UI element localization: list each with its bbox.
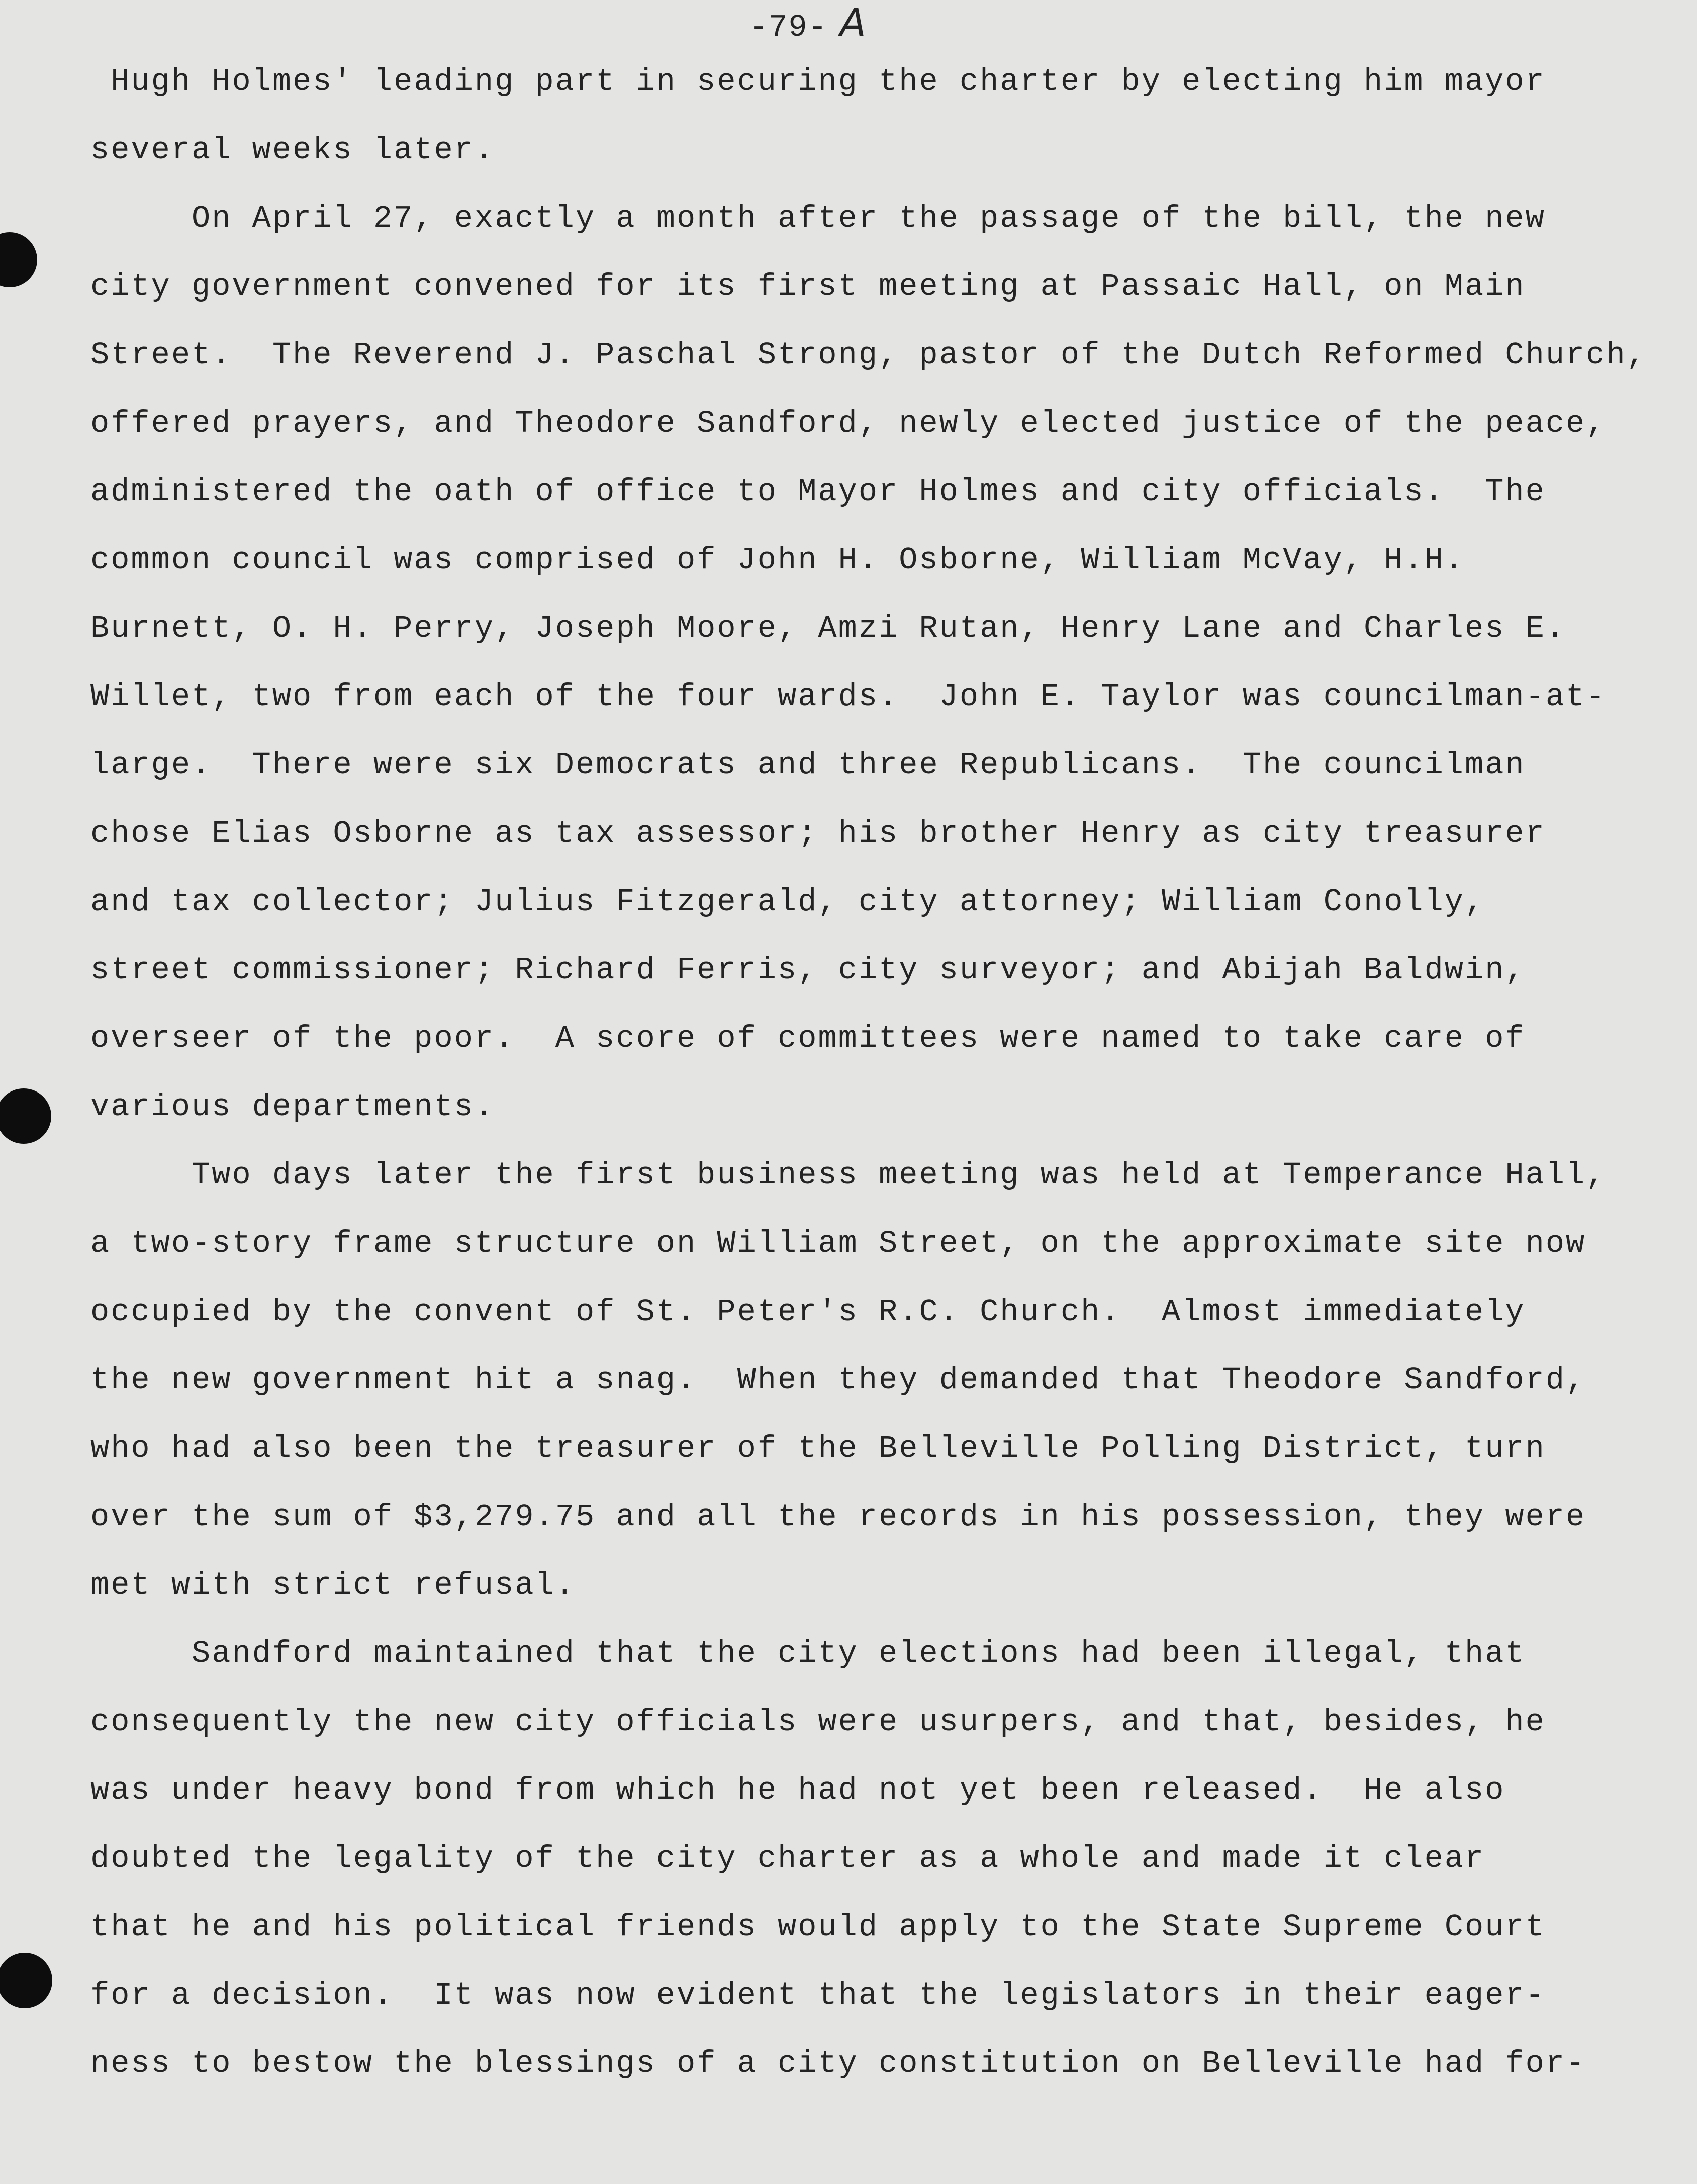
text-line: administered the oath of office to Mayor Holmes and city officials. The: [90, 474, 1546, 510]
text-line: and tax collector; Julius Fitzgerald, city attorney; William Conolly,: [90, 884, 1485, 920]
text-line: ness to bestow the blessings of a city constitution on Belleville had for-: [90, 2046, 1586, 2081]
text-line: On April 27, exactly a month after the passage of the bill, the new: [90, 201, 1546, 236]
punch-hole-bottom: [0, 1953, 52, 2008]
text-line: large. There were six Democrats and three Republicans. The councilman: [90, 747, 1526, 783]
page-number: [749, 0, 867, 45]
text-line: Sandford maintained that the city elections had been illegal, that: [90, 1636, 1526, 1671]
text-line: chose Elias Osborne as tax assessor; his brother Henry as city treasurer: [90, 816, 1546, 851]
text-line: offered prayers, and Theodore Sandford, newly elected justice of the peace,: [90, 406, 1607, 441]
text-line: the new government hit a snag. When they demanded that Theodore Sandford,: [90, 1362, 1586, 1398]
text-line: common council was comprised of John H. Osborne, William McVay, H.H.: [90, 542, 1465, 578]
text-line: various departments.: [90, 1089, 495, 1125]
typed-body-text: [90, 48, 1679, 2098]
text-line: Willet, two from each of the four wards. John E. Taylor was councilman-at-: [90, 679, 1607, 715]
text-line: a two-story frame structure on William Street, on the approximate site now: [90, 1226, 1586, 1261]
text-line: Street. The Reverend J. Paschal Strong, pastor of the Dutch Reformed Church,: [90, 337, 1647, 373]
text-line: consequently the new city officials were usurpers, and that, besides, he: [90, 1704, 1546, 1740]
text-line: several weeks later.: [90, 132, 495, 168]
text-line: doubted the legality of the city charter as a whole and made it clear: [90, 1841, 1485, 1876]
page-number-handwritten-annotation: A: [839, 0, 867, 45]
page-number-text: -79-: [749, 10, 828, 45]
text-line: city government convened for its first meeting at Passaic Hall, on Main: [90, 269, 1526, 305]
punch-hole-middle: [0, 1088, 51, 1144]
text-line: overseer of the poor. A score of committees were named to take care of: [90, 1021, 1526, 1056]
text-line: met with strict refusal.: [90, 1567, 576, 1603]
text-line: over the sum of $3,279.75 and all the records in his possession, they were: [90, 1499, 1586, 1535]
text-line: Two days later the first business meeting was held at Temperance Hall,: [90, 1157, 1607, 1193]
text-line: who had also been the treasurer of the Belleville Polling District, turn: [90, 1431, 1546, 1466]
text-line: Hugh Holmes' leading part in securing the charter by electing him mayor: [90, 64, 1546, 100]
text-line: that he and his political friends would apply to the State Supreme Court: [90, 1909, 1546, 1945]
text-line: occupied by the convent of St. Peter's R.C. Church. Almost immediately: [90, 1294, 1526, 1330]
text-line: Burnett, O. H. Perry, Joseph Moore, Amzi Rutan, Henry Lane and Charles E.: [90, 611, 1566, 646]
punch-hole-top: [0, 232, 37, 287]
text-line: for a decision. It was now evident that the legislators in their eager-: [90, 1977, 1546, 2013]
text-line: street commissioner; Richard Ferris, city surveyor; and Abijah Baldwin,: [90, 952, 1526, 988]
text-line: was under heavy bond from which he had not yet been released. He also: [90, 1772, 1505, 1808]
